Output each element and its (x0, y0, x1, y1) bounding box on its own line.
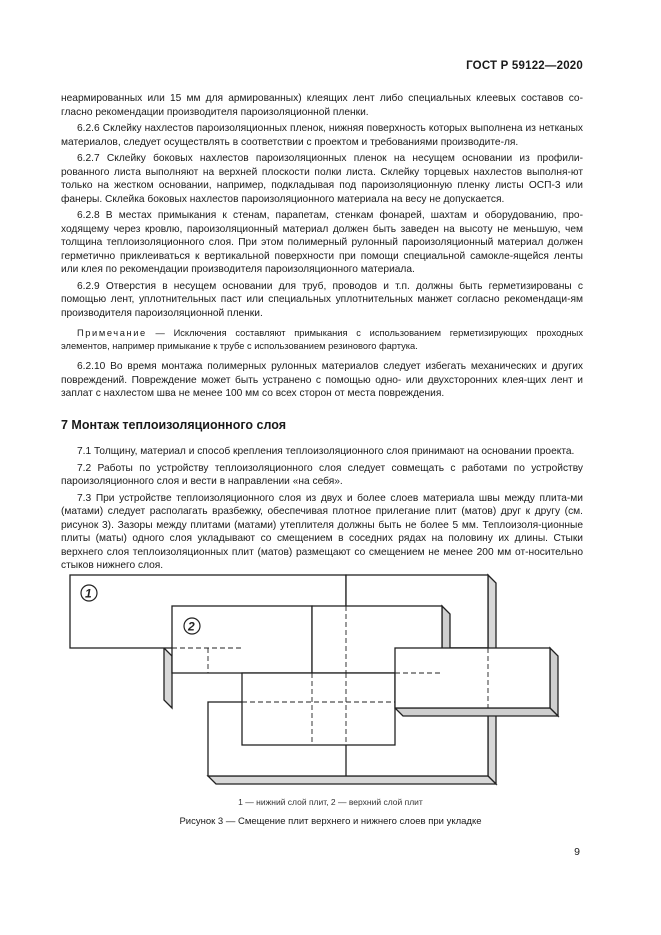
lower-layer-bottom-depth (208, 776, 496, 784)
paragraph-7-1: 7.1 Толщину, материал и способ крепления теплоизоляционного слоя принимают на основании проекта. (77, 446, 575, 457)
figure-3-diagram (60, 573, 560, 793)
note-text: — Исключения составляют примыкания с использованием герметизирующих проходных элементов, например примыкание к трубе с использованием резинового фартука. (61, 328, 583, 351)
paragraph-6-2-7: 6.2.7 Склейку боковых нахлестов пароизоляционных пленок на несущем основании из профили-рованного листа выполняют на верхней плоскости полки листа. Склейку торцевых нахлестов выполня-ют только на жестком основании, например, подкладывая под пароизоляционную пленку листы ОСП-3 или фанеры. Склейка боковых нахлестов пароизоляционного материала на весу не допускается. (61, 153, 583, 205)
upper-plate-bottom-left (242, 673, 395, 745)
paragraph-6-2-9: 6.2.9 Отверстия в несущем основании для труб, проводов и т.п. должны быть герметизированы с помощью лент, уплотнительных паст или специальных уплотнительных манжет согласно рекомендаци-ям производителя пароизоляционной пленки. (61, 280, 583, 319)
figure-legend: 1 — нижний слой плит, 2 — верхний слой плит (238, 797, 423, 807)
layer-1-number: 1 (85, 586, 92, 601)
standard-header: ГОСТ Р 59122—2020 (466, 60, 583, 72)
upper-plate-bottom-right (395, 648, 550, 708)
paragraph-continuation: неармированных или 15 мм для армированных) клеящих лент либо специальных клеевых составов со-гласно рекомендации производителя пароизоляционной пленки. (61, 93, 583, 118)
body-text (61, 92, 583, 576)
paragraph-7-3: 7.3 При устройстве теплоизоляционного слоя из двух и более слоев материала швы между плита-ми (матами) следует располагать вразбежку, обеспечивая плотное прилегание плит (матов) друг к другу (см. рисунок 3). Зазоры между плитами (матами) утеплителя должны быть не более 5 мм. Теплоизоля-ционные плиты (маты) одного слоя укладывают со смещением в соседних рядах на половину их длины. Стыки верхнего слоя теплоизоляционных плит (матов) размещают со смещением не менее 200 мм от-носительно стыков нижнего слоя. (61, 492, 583, 571)
upper-plate-left (172, 606, 312, 673)
paragraph-6-2-10: 6.2.10 Во время монтажа полимерных рулонных материалов следует избегать механических и других повреждений. Повреждение может быть устранено с помощью одно- или двухсторонних клея-щих лент и заплат с нахлестом шва не менее 100 мм со всех сторон от места повреждения. (61, 361, 583, 399)
paragraph-6-2-6: 6.2.6 Склейку нахлестов пароизоляционных пленок, нижняя поверхность которых выполнена из нетканых материалов, следует осуществлять в соответствии с проектом и требованиями производите-ля. (61, 123, 583, 148)
paragraph-6-2-8: 6.2.8 В местах примыкания к стенам, парапетам, стенкам фонарей, шахтам и оборудованию, про-ходящему через кровлю, пароизоляционный материал должен быть заведен на высоту не меньшую, чем толщина теплоизоляционного слоя. При этом полимерный рулонный пароизоляционный материал должен герметично приклеиваться к вертикальной поверхности при помощи специальной самокле-ящейся ленты или клея по рекомендации производителя пароизоляционного материала. (61, 210, 583, 275)
layer-2-number: 2 (188, 619, 195, 634)
note-label: Примечание (77, 328, 147, 338)
paragraph-7-2: 7.2 Работы по устройству теплоизоляционного слоя следует совмещать с работами по устройству пароизоляционного слоя и вести в направлении «на себя». (61, 462, 583, 487)
section-7-heading: 7 Монтаж теплоизоляционного слоя (61, 417, 286, 432)
note (61, 327, 583, 352)
figure-caption: Рисунок 3 — Смещение плит верхнего и нижнего слоев при укладке (179, 816, 482, 827)
page-number: 9 (574, 846, 580, 858)
